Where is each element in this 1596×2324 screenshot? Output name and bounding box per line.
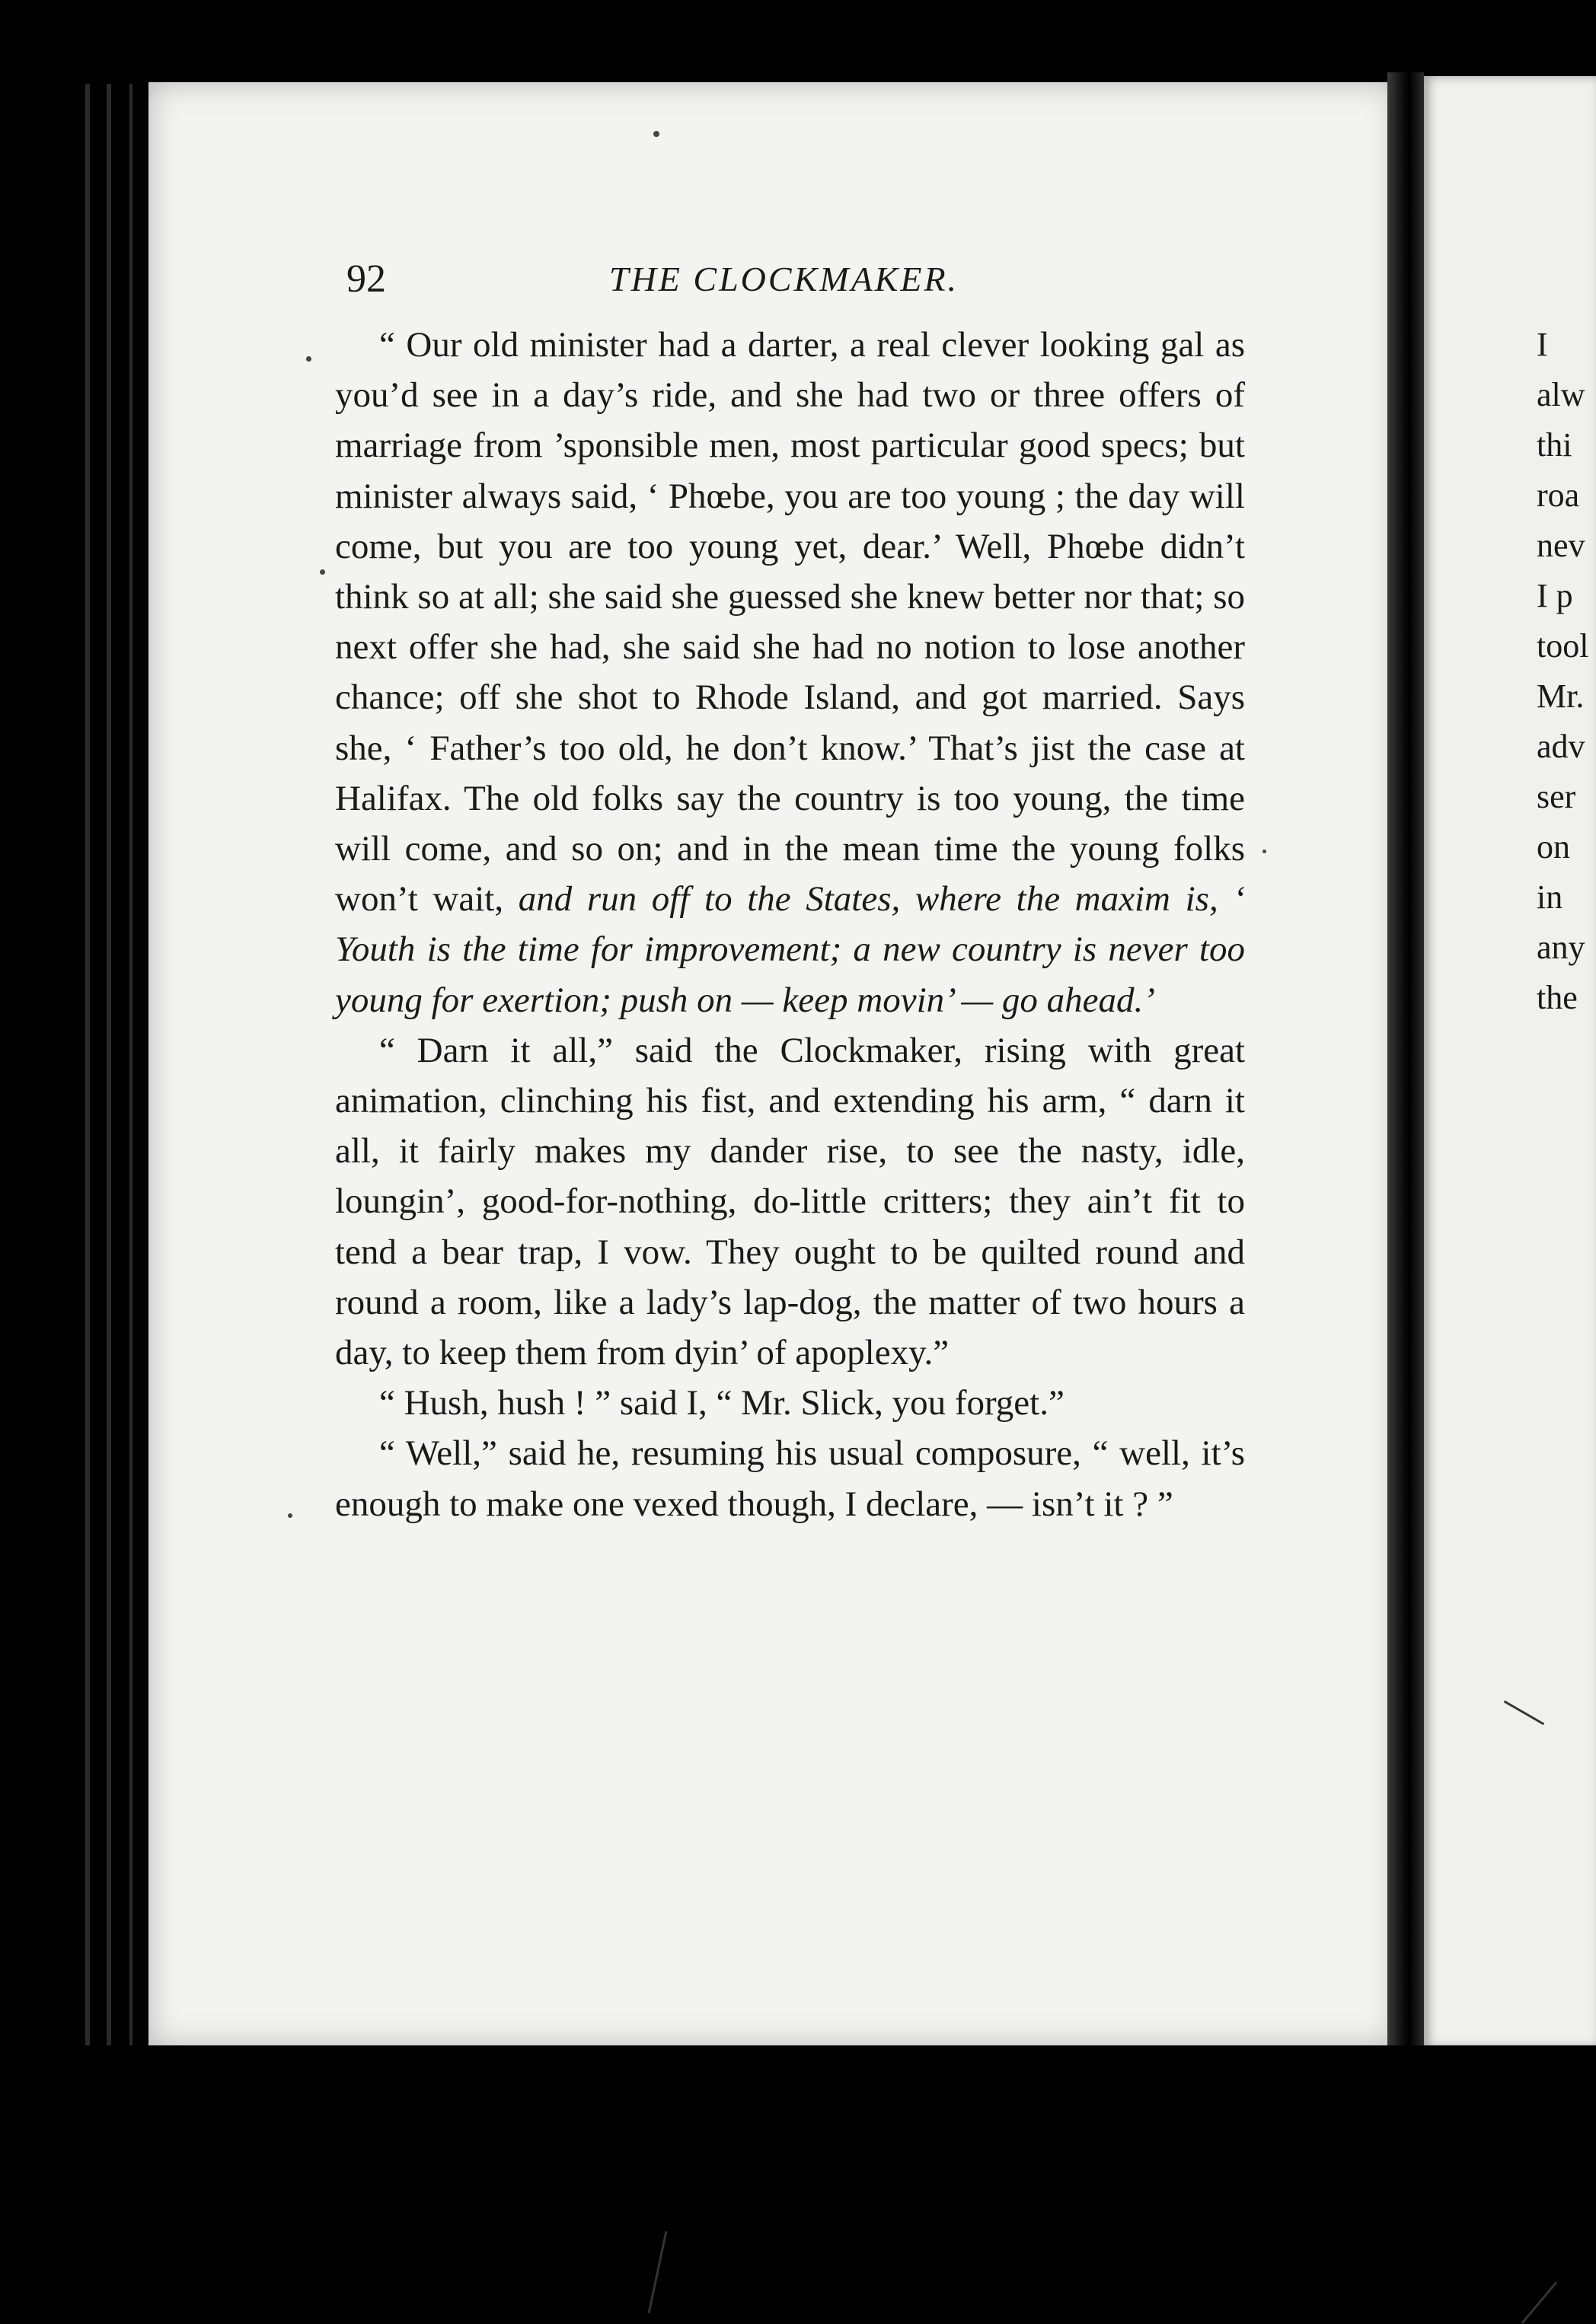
pencil-mark	[648, 2231, 668, 2313]
facing-line: roa	[1537, 477, 1580, 514]
book-gutter	[1387, 72, 1424, 2051]
scan-speck	[306, 356, 311, 362]
paragraph	[335, 1025, 1245, 1378]
scan-border-top	[0, 0, 1596, 85]
facing-line: any	[1537, 929, 1585, 966]
paragraph	[335, 1428, 1245, 1529]
paragraph	[335, 320, 1245, 1025]
facing-line: adv	[1537, 728, 1585, 765]
scan-speck	[1262, 850, 1266, 853]
binding-line	[85, 84, 90, 2048]
italic-text: and run off to the States, where the maxim is, ‘ Youth is the time for improvement; a new country is never too young for exertion; push on — keep movin’ — go ahead.’	[335, 879, 1245, 1020]
binding-line	[107, 84, 111, 2048]
binding-edge	[0, 0, 148, 2186]
running-title: THE CLOCKMAKER.	[609, 260, 959, 298]
running-head	[346, 253, 1245, 306]
facing-line: on	[1537, 828, 1570, 866]
body-text	[335, 320, 1245, 1529]
scan-border-bottom	[0, 2045, 1596, 2186]
scan-speck	[288, 1513, 292, 1518]
facing-line: ser	[1537, 778, 1576, 815]
facing-line: nev	[1537, 527, 1585, 564]
facing-line: I p	[1537, 577, 1573, 614]
page-number: 92	[346, 257, 386, 301]
facing-line: alw	[1537, 376, 1585, 413]
scan-speck	[320, 569, 325, 575]
paragraph-text: “ Hush, hush ! ” said I, “ Mr. Slick, you forget.”	[379, 1383, 1065, 1423]
paragraph-text: “ Our old minister had a darter, a real clever looking gal as you’d see in a day’s ride, and she had two or three offers of marriage from ’sponsible men, most particular good specs; but minister always said, ‘ Phœbe, you are too young ; the day will come, but you are too young yet, dear.’ Well, Phœbe didn’t think so at all; she said she guessed she knew better nor that; so next offer she had, she said she had no notion to lose another chance; off she shot to Rhode Island, and got married. Says she, ‘ Father’s too old, he don’t know.’ That’s jist the case at Halifax. The old folks say the country is too young, the time will come, and so on; and in the mean time the young folks won’t wait,	[335, 325, 1245, 920]
facing-page-text	[1537, 320, 1596, 1023]
paragraph-text: “ Well,” said he, resuming his usual composure, “ well, it’s enough to make one vexed though, I declare, — isn’t it ? ”	[335, 1433, 1245, 1524]
paragraph	[335, 1378, 1245, 1428]
facing-line: I	[1537, 326, 1548, 363]
paragraph-text: “ Darn it all,” said the Clockmaker, rising with great animation, clinching his fist, and extending his arm, “ darn it all, it fairly makes my dander rise, to see the nasty, idle, loungin’, good-for-nothing, do-little critters; they ain’t fit to tend a bear trap, I vow. They ought to be quilted round and round a room, like a lady’s lap-dog, the matter of two hours a day, to keep them from dyin’ of apoplexy.”	[335, 1030, 1245, 1373]
facing-line: Mr.	[1537, 677, 1585, 715]
binding-line	[129, 84, 132, 2048]
scan-speck	[653, 131, 659, 137]
pencil-mark	[1521, 2281, 1557, 2324]
facing-line: in	[1537, 878, 1563, 916]
facing-line: thi	[1537, 426, 1572, 464]
facing-line: the	[1537, 979, 1578, 1016]
facing-line: tool	[1537, 627, 1589, 665]
